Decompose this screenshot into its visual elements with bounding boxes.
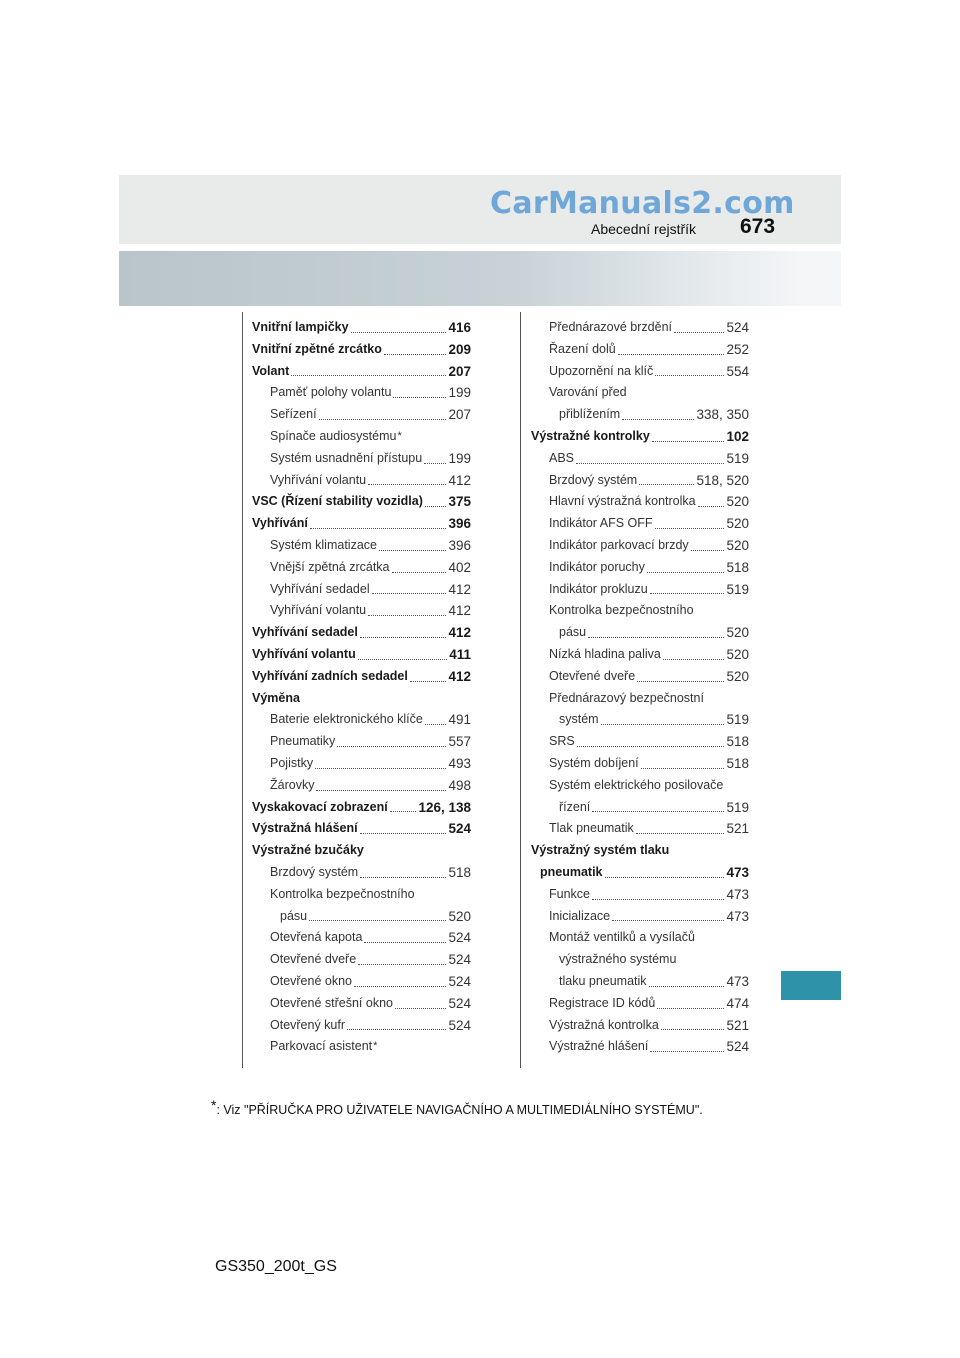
entry-text: Montáž ventilků a vysílačů	[549, 930, 695, 945]
index-entry	[252, 535, 471, 557]
entry-text: Parkovací asistent	[270, 1039, 373, 1054]
dot-leader	[641, 753, 725, 769]
index-entry	[531, 491, 749, 513]
dot-leader	[315, 753, 446, 769]
page-reference: 412	[448, 625, 471, 641]
page-reference: 524	[448, 973, 471, 989]
page-reference: 416	[448, 320, 471, 335]
index-entry	[252, 884, 471, 906]
dot-leader	[392, 557, 447, 573]
entry-text: Nízká hladina paliva	[549, 646, 661, 661]
page-reference: 207	[448, 363, 471, 379]
page-reference: 519	[726, 712, 749, 728]
page-reference: 473	[726, 908, 749, 924]
dot-leader	[395, 993, 446, 1009]
page-reference: 396	[448, 537, 471, 553]
page-reference: 524	[448, 995, 471, 1011]
entry-text: pásu	[280, 908, 308, 923]
dot-leader	[291, 361, 446, 377]
dot-leader	[347, 1015, 446, 1031]
index-entry	[531, 884, 749, 906]
page-reference: 519	[726, 799, 749, 815]
entry-text: Systém elektrického posilovače	[549, 777, 724, 792]
index-entry	[531, 470, 749, 492]
index-entry	[252, 927, 471, 949]
entry-text: VSC (Řízení stability vozidla)	[252, 494, 423, 509]
index-entry	[252, 1015, 471, 1037]
dot-leader	[368, 470, 446, 486]
entry-text: Varování před	[549, 385, 627, 400]
page-reference: 412	[448, 581, 471, 597]
index-entry	[531, 1015, 749, 1037]
entry-text: Hlavní výstražná kontrolka	[549, 494, 696, 509]
entry-text: Výstražný systém tlaku	[531, 843, 670, 858]
dot-leader	[663, 644, 725, 660]
page-reference: 412	[448, 472, 471, 488]
entry-text: Indikátor AFS OFF	[549, 516, 653, 531]
section-title: Abecední rejstřík	[591, 221, 697, 237]
index-entry	[531, 775, 749, 797]
entry-text: Vnitřní zpětné zrcátko	[252, 341, 382, 356]
entry-text: ABS	[549, 450, 575, 465]
index-entry	[252, 731, 471, 753]
entry-text: Otevřený kufr	[270, 1017, 346, 1032]
page-reference: 473	[726, 886, 749, 902]
entry-text: Spínače audiosystému	[270, 428, 397, 443]
index-entry	[531, 426, 749, 448]
dot-leader	[674, 317, 724, 333]
entry-text: Systém klimatizace	[270, 537, 377, 552]
entry-text: Výměna	[252, 690, 300, 705]
dot-leader	[351, 317, 447, 333]
dot-leader	[698, 491, 725, 507]
index-entry	[252, 491, 471, 513]
index-entry	[531, 317, 749, 339]
entry-text: Indikátor poruchy	[549, 559, 645, 574]
page-reference: 412	[448, 668, 471, 684]
index-entry	[531, 361, 749, 383]
entry-text: Volant	[252, 363, 290, 378]
dot-leader	[592, 797, 724, 813]
entry-text: Seřízení	[270, 407, 317, 422]
dot-leader	[576, 448, 724, 464]
entry-text: Vyhřívání zadních sedadel	[252, 668, 408, 683]
index-entry	[252, 339, 471, 361]
page-reference: 519	[726, 450, 749, 466]
entry-text: Funkce	[549, 886, 590, 901]
entry-text: Vyhřívání volantu	[270, 472, 367, 487]
dot-leader	[354, 971, 446, 987]
index-entry	[252, 862, 471, 884]
index-entry	[531, 600, 749, 622]
page-reference: 520	[726, 668, 749, 684]
page-reference: 411	[449, 646, 471, 662]
index-entry	[252, 971, 471, 993]
index-column-left	[252, 317, 471, 1058]
index-entry	[252, 470, 471, 492]
entry-text: výstražného systému	[559, 952, 677, 967]
entry-text: Pojistky	[270, 755, 314, 770]
index-entry	[252, 666, 471, 688]
page-reference: 493	[448, 755, 471, 771]
index-entry	[531, 797, 749, 819]
dot-leader	[592, 884, 724, 900]
index-entry	[531, 622, 749, 644]
page-reference: 199	[448, 450, 471, 466]
page-reference: 524	[448, 930, 471, 946]
page-reference: 521	[726, 1017, 749, 1033]
index-entry	[531, 862, 749, 884]
dot-leader	[424, 448, 446, 464]
index-entry	[531, 666, 749, 688]
page-reference: 491	[448, 712, 471, 728]
entry-text: Výstražná kontrolka	[549, 1017, 659, 1032]
index-entry	[531, 753, 749, 775]
page-reference: 557	[448, 734, 471, 750]
dot-leader	[358, 644, 447, 660]
dot-leader	[425, 709, 447, 725]
index-entry	[531, 709, 749, 731]
index-entry	[531, 513, 749, 535]
dot-leader	[691, 535, 725, 551]
index-entry	[531, 688, 749, 710]
entry-text: Kontrolka bezpečnostního	[549, 603, 694, 618]
dot-leader	[368, 600, 446, 616]
page-reference: 520	[726, 646, 749, 662]
page-reference: 520	[726, 516, 749, 532]
dot-leader	[652, 426, 725, 442]
page-reference: 524	[448, 952, 471, 968]
index-entry	[531, 557, 749, 579]
entry-text: Paměť polohy volantu	[270, 385, 392, 400]
index-entry	[252, 1036, 471, 1058]
dot-leader	[425, 491, 447, 507]
index-entry	[252, 688, 471, 710]
entry-text: Indikátor prokluzu	[549, 581, 648, 596]
page-reference: 520	[726, 537, 749, 553]
page-reference: 396	[448, 516, 471, 532]
page-reference: 199	[448, 385, 471, 401]
footnote	[210, 1097, 703, 1117]
dot-leader	[360, 622, 447, 638]
index-entry	[252, 317, 471, 339]
entry-text: Tlak pneumatik	[549, 821, 634, 836]
page-reference: 402	[448, 559, 471, 575]
entry-text: pneumatik	[540, 864, 603, 879]
page-reference: 520	[726, 494, 749, 510]
dot-leader	[319, 404, 447, 420]
footnote-marker: *	[397, 429, 402, 442]
page-reference: 498	[448, 777, 471, 793]
entry-text: SRS	[549, 734, 575, 749]
entry-text: Vyhřívání sedadel	[252, 625, 358, 640]
index-entry	[252, 448, 471, 470]
entry-text: Řazení dolů	[549, 341, 616, 356]
index-entry	[252, 709, 471, 731]
dot-leader	[410, 666, 447, 682]
entry-text: přiblížením	[559, 407, 621, 422]
page-reference: 209	[448, 341, 471, 357]
page-reference: 518	[448, 864, 471, 880]
page-reference: 412	[448, 603, 471, 619]
entry-text: Výstražné bzučáky	[252, 843, 364, 858]
page-reference: 252	[726, 341, 749, 357]
index-entry	[252, 840, 471, 862]
entry-text: Baterie elektronického klíče	[270, 712, 423, 727]
dot-leader	[636, 818, 725, 834]
dot-leader	[657, 993, 724, 1009]
entry-text: Kontrolka bezpečnostního	[270, 886, 415, 901]
entry-text: Vyskakovací zobrazení	[252, 799, 388, 814]
index-entry	[531, 840, 749, 862]
entry-text: Registrace ID kódů	[549, 995, 656, 1010]
index-entry	[252, 361, 471, 383]
index-entry	[252, 600, 471, 622]
dot-leader	[622, 404, 694, 420]
dot-leader	[360, 862, 446, 878]
dot-leader	[637, 666, 724, 682]
dot-leader	[337, 731, 446, 747]
dot-leader	[655, 361, 724, 377]
index-entry	[531, 906, 749, 928]
page-reference: 518, 520	[696, 472, 749, 488]
entry-text: Pneumatiky	[270, 734, 336, 749]
dot-leader	[647, 557, 725, 573]
dot-leader	[310, 513, 447, 529]
dot-leader	[601, 709, 725, 725]
page-reference: 554	[726, 363, 749, 379]
page-reference: 524	[726, 1039, 749, 1055]
dot-leader	[393, 382, 446, 398]
dot-leader	[588, 622, 724, 638]
index-entry	[252, 818, 471, 840]
index-entry	[252, 753, 471, 775]
page-reference: 473	[726, 864, 749, 880]
dot-leader	[360, 818, 447, 834]
page-reference: 518	[726, 755, 749, 771]
dot-leader	[605, 862, 725, 878]
index-entry	[531, 949, 749, 971]
model-code: GS350_200t_GS	[215, 1258, 337, 1275]
entry-text: Upozornění na klíč	[549, 363, 654, 378]
index-entry	[252, 382, 471, 404]
index-entry	[252, 622, 471, 644]
footnote-text: : Viz "PŘÍRUČKA PRO UŽIVATELE NAVIGAČNÍHO A MULTIMEDIÁLNÍHO SYSTÉMU".	[216, 1103, 703, 1117]
index-entry	[531, 731, 749, 753]
entry-text: Otevřené dveře	[549, 668, 636, 683]
entry-text: Otevřené okno	[270, 973, 352, 988]
decorative-band	[119, 251, 841, 306]
dot-leader	[384, 339, 447, 355]
entry-text: Výstražné kontrolky	[531, 428, 650, 443]
page-reference: 519	[726, 581, 749, 597]
index-entry	[252, 644, 471, 666]
page-reference: 126, 138	[418, 799, 471, 815]
entry-text: Vnitřní lampičky	[252, 320, 349, 334]
entry-text: Výstražná hlášení	[252, 821, 358, 836]
entry-text: systém	[559, 712, 599, 727]
index-entry	[531, 339, 749, 361]
index-entry	[252, 775, 471, 797]
dot-leader	[618, 339, 725, 355]
page-reference: 524	[726, 320, 749, 335]
entry-text: pásu	[559, 625, 587, 640]
entry-text: Vyhřívání sedadel	[270, 581, 370, 596]
dot-leader	[379, 535, 446, 551]
index-entry	[531, 535, 749, 557]
index-entry	[252, 993, 471, 1015]
page-number: 673	[740, 215, 776, 238]
dot-leader	[650, 1036, 724, 1052]
page-reference: 520	[448, 908, 471, 924]
entry-text: Brzdový systém	[270, 864, 359, 879]
dot-leader	[612, 906, 724, 922]
chapter-tab[interactable]	[781, 971, 841, 1000]
dot-leader	[577, 731, 725, 747]
page-reference: 518	[726, 734, 749, 750]
index-column-right	[531, 317, 749, 1058]
dot-leader	[309, 906, 446, 922]
page-reference: 375	[448, 494, 471, 510]
entry-text: Otevřená kapota	[270, 930, 363, 945]
entry-text: Indikátor parkovací brzdy	[549, 537, 689, 552]
entry-text: Vyhřívání	[252, 516, 308, 531]
entry-text: Výstražné hlášení	[549, 1039, 649, 1054]
entry-text: tlaku pneumatik	[559, 973, 647, 988]
entry-text: Brzdový systém	[549, 472, 638, 487]
page-reference: 524	[448, 821, 471, 837]
dot-leader	[655, 513, 725, 529]
dot-leader	[639, 470, 694, 486]
dot-leader	[390, 797, 417, 813]
index-entry	[252, 426, 471, 448]
entry-text: Přednárazový bezpečnostní	[549, 690, 704, 705]
entry-text: Systém dobíjení	[549, 755, 639, 770]
dot-leader	[650, 579, 725, 595]
page-reference: 520	[726, 625, 749, 641]
page-reference: 524	[448, 1017, 471, 1033]
index-entry	[531, 448, 749, 470]
dot-leader	[364, 927, 446, 943]
index-entry	[252, 797, 471, 819]
index-entry	[531, 644, 749, 666]
index-entry	[531, 382, 749, 404]
dot-leader	[649, 971, 725, 987]
index-entry	[252, 949, 471, 971]
index-entry	[531, 993, 749, 1015]
index-entry	[252, 579, 471, 601]
index-entry	[252, 513, 471, 535]
footnote-star: *	[211, 1097, 217, 1113]
middle-column-rule	[520, 312, 521, 1068]
index-entry	[531, 971, 749, 993]
page-reference: 207	[448, 407, 471, 423]
entry-text: Vyhřívání volantu	[270, 603, 367, 618]
watermark-logo[interactable]: CarManuals2.com	[490, 186, 795, 221]
index-entry	[531, 818, 749, 840]
entry-text: Žárovky	[270, 777, 315, 792]
footnote-marker: *	[373, 1040, 378, 1053]
entry-text: Vnější zpětná zrcátka	[270, 559, 390, 574]
index-entry	[531, 404, 749, 426]
dot-leader	[358, 949, 446, 965]
entry-text: Přednárazové brzdění	[549, 320, 672, 334]
page-reference: 102	[726, 428, 749, 444]
entry-text: řízení	[559, 799, 591, 814]
page-reference: 473	[726, 973, 749, 989]
dot-leader	[316, 775, 446, 791]
page-reference: 518	[726, 559, 749, 575]
dot-leader	[372, 579, 447, 595]
page-reference: 474	[726, 995, 749, 1011]
entry-text: Otevřené dveře	[270, 952, 357, 967]
index-entry	[252, 906, 471, 928]
entry-text: Otevřené střešní okno	[270, 995, 393, 1010]
index-entry	[531, 1036, 749, 1058]
left-column-rule	[242, 312, 243, 1068]
entry-text: Systém usnadnění přístupu	[270, 450, 423, 465]
entry-text: Inicializace	[549, 908, 611, 923]
dot-leader	[661, 1015, 725, 1031]
index-entry	[252, 557, 471, 579]
index-entry	[252, 404, 471, 426]
index-entry	[531, 927, 749, 949]
index-entry	[531, 579, 749, 601]
page-reference: 338, 350	[696, 407, 749, 423]
entry-text: Vyhřívání volantu	[252, 646, 356, 661]
page-reference: 521	[726, 821, 749, 837]
